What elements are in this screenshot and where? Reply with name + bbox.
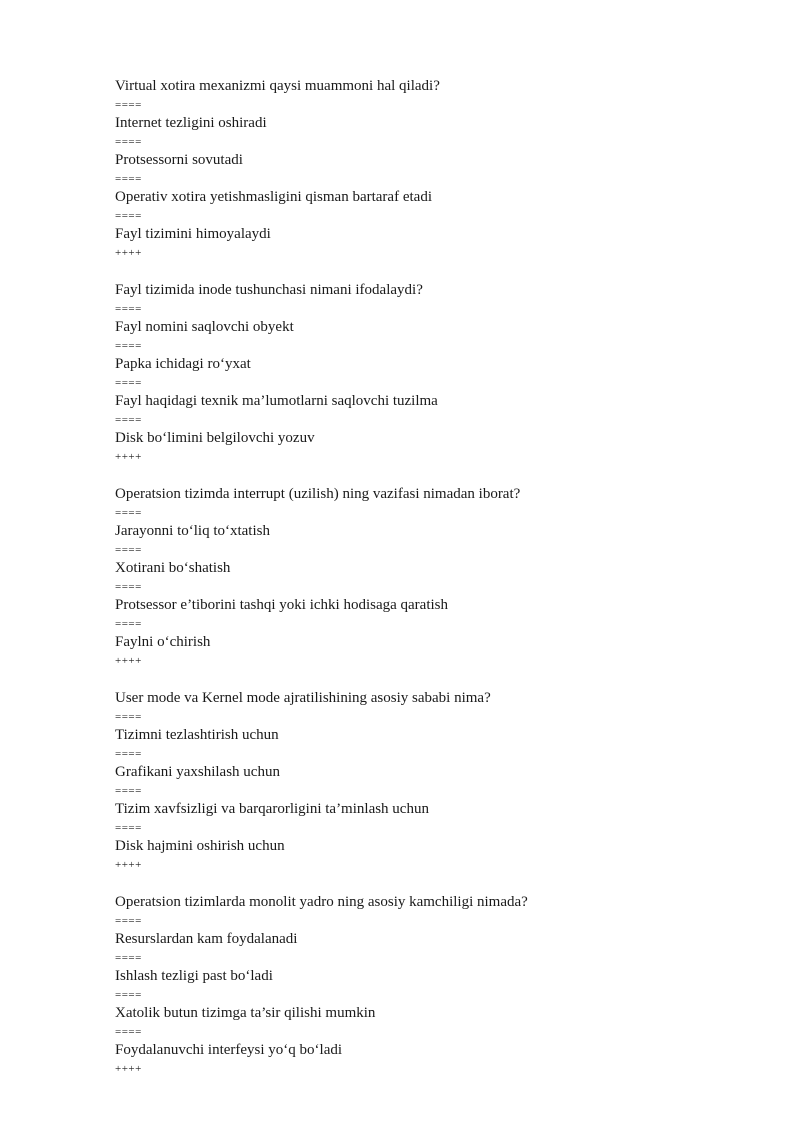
option-separator: ==== [115, 172, 142, 185]
answer-option: Protsessor e’tiborini tashqi yoki ichki hodisaga qaratish [115, 597, 449, 613]
option-separator: ==== [115, 821, 142, 834]
answer-option: Foydalanuvchi interfeysi yo‘q bo‘ladi [115, 1042, 343, 1058]
question-text: Operatsion tizimlarda monolit yadro ning asosiy kamchiligi nimada? [115, 894, 528, 910]
answer-option: Xatolik butun tizimga ta’sir qilishi mumkin [115, 1005, 376, 1021]
option-separator: ==== [115, 98, 142, 111]
question-text: Fayl tizimida inode tushunchasi nimani ifodalaydi? [115, 282, 423, 298]
question-block-4 [115, 689, 755, 874]
option-separator: ==== [115, 209, 142, 222]
option-separator: ==== [115, 710, 142, 723]
answer-option: Internet tezligini oshiradi [115, 115, 267, 131]
question-block-3 [115, 485, 755, 670]
option-separator: ==== [115, 506, 142, 519]
answer-option: Operativ xotira yetishmasligini qisman bartaraf etadi [115, 189, 432, 205]
option-separator: ==== [115, 1025, 142, 1038]
question-end-marker: ++++ [115, 246, 142, 259]
option-separator: ==== [115, 580, 142, 593]
option-separator: ==== [115, 135, 142, 148]
answer-option: Papka ichidagi ro‘yxat [115, 356, 251, 372]
option-separator: ==== [115, 376, 142, 389]
answer-option: Fayl haqidagi texnik ma’lumotlarni saqlovchi tuzilma [115, 393, 438, 409]
question-end-marker: ++++ [115, 1062, 142, 1075]
answer-option: Grafikani yaxshilash uchun [115, 764, 280, 780]
option-separator: ==== [115, 302, 142, 315]
question-text: Operatsion tizimda interrupt (uzilish) ning vazifasi nimadan iborat? [115, 486, 521, 502]
option-separator: ==== [115, 413, 142, 426]
answer-option: Faylni o‘chirish [115, 634, 211, 650]
answer-option: Resurslardan kam foydalanadi [115, 931, 298, 947]
option-separator: ==== [115, 988, 142, 1001]
question-block-5 [115, 893, 755, 1078]
question-end-marker: ++++ [115, 654, 142, 667]
question-block-1 [115, 77, 755, 262]
question-end-marker: ++++ [115, 450, 142, 463]
question-text: Virtual xotira mexanizmi qaysi muammoni hal qiladi? [115, 78, 440, 94]
document-page [115, 77, 755, 1078]
answer-option: Disk bo‘limini belgilovchi yozuv [115, 430, 315, 446]
answer-option: Jarayonni to‘liq to‘xtatish [115, 523, 270, 539]
option-separator: ==== [115, 747, 142, 760]
question-block-2 [115, 281, 755, 466]
option-separator: ==== [115, 951, 142, 964]
answer-option: Fayl tizimini himoyalaydi [115, 226, 271, 242]
answer-option: Fayl nomini saqlovchi obyekt [115, 319, 294, 335]
option-separator: ==== [115, 914, 142, 927]
question-text: User mode va Kernel mode ajratilishining asosiy sababi nima? [115, 690, 491, 706]
answer-option: Protsessorni sovutadi [115, 152, 243, 168]
answer-option: Tizimni tezlashtirish uchun [115, 727, 279, 743]
option-separator: ==== [115, 617, 142, 630]
answer-option: Disk hajmini oshirish uchun [115, 838, 285, 854]
option-separator: ==== [115, 543, 142, 556]
option-separator: ==== [115, 784, 142, 797]
answer-option: Tizim xavfsizligi va barqarorligini ta’minlash uchun [115, 801, 429, 817]
question-end-marker: ++++ [115, 858, 142, 871]
answer-option: Ishlash tezligi past bo‘ladi [115, 968, 273, 984]
option-separator: ==== [115, 339, 142, 352]
answer-option: Xotirani bo‘shatish [115, 560, 231, 576]
